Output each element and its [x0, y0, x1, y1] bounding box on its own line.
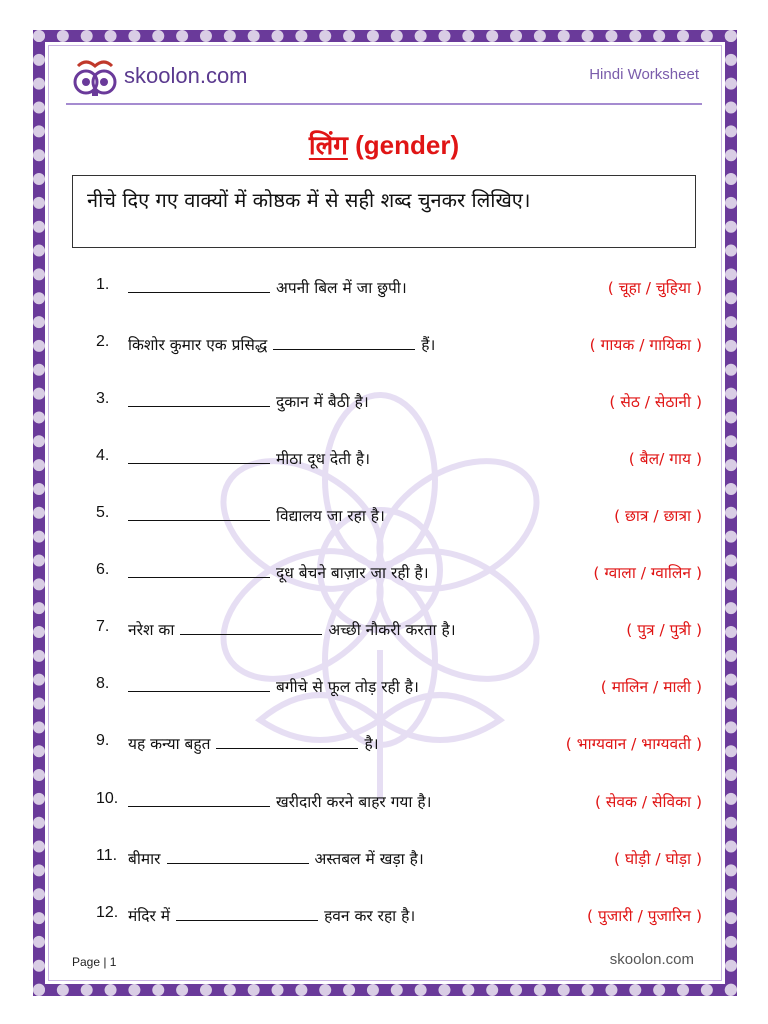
- question-row: [96, 732, 702, 762]
- question-after: अच्छी नौकरी करता है।: [328, 621, 456, 639]
- answer-blank[interactable]: [176, 907, 318, 921]
- question-row: [96, 904, 702, 934]
- footer-site[interactable]: skoolon.com: [609, 951, 694, 968]
- question-text: [128, 904, 415, 926]
- question-text: [128, 847, 424, 869]
- question-number: 2.: [96, 333, 110, 350]
- question-number: 1.: [96, 276, 110, 293]
- question-row: [96, 333, 702, 363]
- question-number: 7.: [96, 618, 110, 635]
- question-options: ( सेवक / सेविका ): [594, 793, 702, 811]
- question-number: 12.: [96, 904, 119, 921]
- question-row: [96, 847, 702, 877]
- title-english: (gender): [355, 130, 460, 160]
- answer-blank[interactable]: [180, 621, 322, 635]
- question-after: अपनी बिल में जा छुपी।: [276, 279, 407, 297]
- question-number: 11.: [96, 847, 118, 864]
- question-options: ( गायक / गायिका ): [589, 336, 702, 354]
- header-divider: [66, 103, 702, 105]
- page-title: [0, 126, 768, 162]
- instruction-box: [72, 175, 696, 248]
- question-row: [96, 675, 702, 705]
- question-options: ( भाग्यवान / भाग्यवती ): [565, 735, 702, 753]
- answer-blank[interactable]: [128, 279, 270, 293]
- question-options: ( छात्र / छात्रा ): [614, 507, 702, 525]
- question-options: ( बैल/ गाय ): [628, 450, 702, 468]
- question-row: [96, 504, 702, 534]
- question-text: [128, 675, 419, 697]
- question-row: [96, 276, 702, 306]
- question-after: है।: [364, 735, 379, 753]
- question-after: दूध बेचने बाज़ार जा रही है।: [276, 564, 429, 582]
- question-after: मीठा दूध देती है।: [276, 450, 371, 468]
- question-text: [128, 504, 385, 526]
- question-text: [128, 790, 431, 812]
- answer-blank[interactable]: [273, 336, 415, 350]
- answer-blank[interactable]: [128, 793, 270, 807]
- question-before: यह कन्या बहुत: [128, 735, 211, 753]
- question-number: 10.: [96, 790, 119, 807]
- question-after: विद्यालय जा रहा है।: [276, 507, 385, 525]
- question-row: [96, 790, 702, 820]
- question-options: ( चूहा / चुहिया ): [607, 279, 702, 297]
- question-number: 4.: [96, 447, 110, 464]
- question-text: [128, 732, 379, 754]
- question-number: 5.: [96, 504, 110, 521]
- skoolon-logo-icon: [72, 56, 118, 98]
- question-row: [96, 618, 702, 648]
- answer-blank[interactable]: [216, 735, 358, 749]
- question-text: [128, 447, 370, 469]
- question-text: [128, 561, 429, 583]
- question-options: ( मालिन / माली ): [600, 678, 702, 696]
- question-text: [128, 276, 407, 298]
- page-number: Page | 1: [72, 955, 117, 969]
- brand-name[interactable]: skoolon.com: [124, 63, 248, 88]
- question-after: बगीचे से फूल तोड़ रही है।: [276, 678, 419, 696]
- question-before: नरेश का: [128, 621, 175, 639]
- answer-blank[interactable]: [128, 678, 270, 692]
- question-after: अस्तबल में खड़ा है।: [314, 850, 424, 868]
- answer-blank[interactable]: [128, 450, 270, 464]
- question-options: ( सेठ / सेठानी ): [609, 393, 702, 411]
- question-row: [96, 561, 702, 591]
- question-before: किशोर कुमार एक प्रसिद्ध: [128, 336, 268, 354]
- question-text: [128, 390, 369, 412]
- question-options: ( पुत्र / पुत्री ): [626, 621, 702, 639]
- question-row: [96, 390, 702, 420]
- question-after: दुकान में बैठी है।: [276, 393, 369, 411]
- question-after: खरीदारी करने बाहर गया है।: [276, 793, 432, 811]
- answer-blank[interactable]: [128, 507, 270, 521]
- worksheet-label: Hindi Worksheet: [589, 66, 699, 83]
- title-hindi: लिंग: [308, 130, 348, 160]
- question-before: मंदिर में: [128, 907, 171, 925]
- question-row: [96, 447, 702, 477]
- question-options: ( घोड़ी / घोड़ा ): [614, 850, 702, 868]
- question-number: 9.: [96, 732, 110, 749]
- question-text: [128, 333, 435, 355]
- answer-blank[interactable]: [128, 393, 270, 407]
- question-text: [128, 618, 456, 640]
- answer-blank[interactable]: [167, 850, 309, 864]
- question-after: हवन कर रहा है।: [324, 907, 416, 925]
- question-options: ( पुजारी / पुजारिन ): [587, 907, 702, 925]
- question-before: बीमार: [128, 850, 161, 868]
- question-number: 3.: [96, 390, 110, 407]
- question-number: 8.: [96, 675, 110, 692]
- question-number: 6.: [96, 561, 110, 578]
- question-options: ( ग्वाला / ग्वालिन ): [593, 564, 702, 582]
- instruction-text: नीचे दिए गए वाक्यों में कोष्ठक में से सही शब्द चुनकर लिखिए।: [87, 188, 531, 212]
- question-after: हैं।: [421, 336, 436, 354]
- answer-blank[interactable]: [128, 564, 270, 578]
